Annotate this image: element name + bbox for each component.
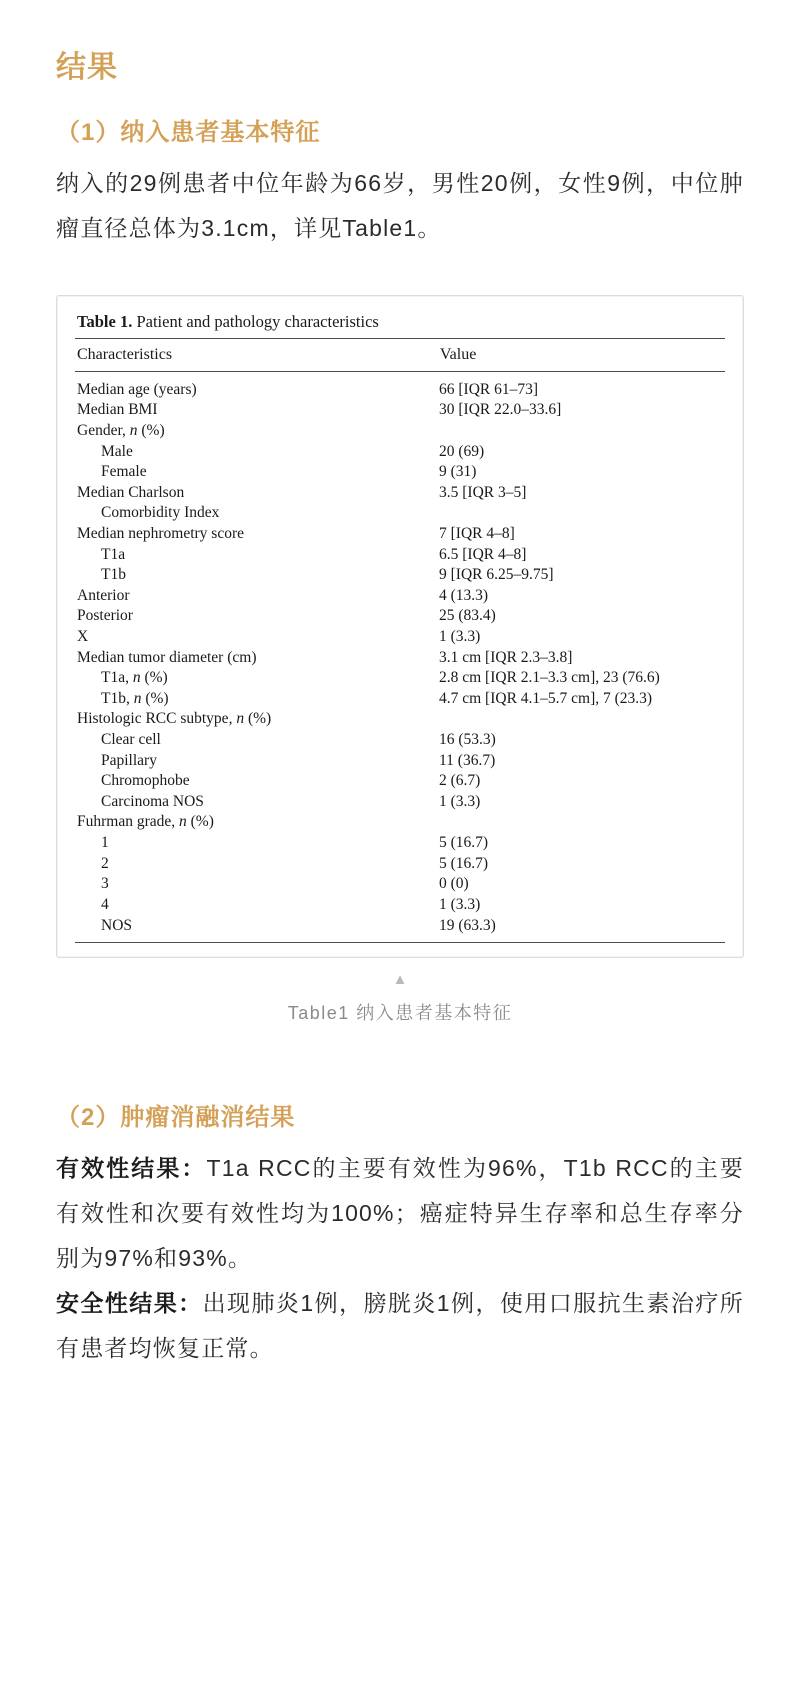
table-cell-value: 3.5 [IQR 3–5] bbox=[439, 483, 527, 501]
table-row bbox=[75, 606, 725, 627]
table-cell-characteristic: Gender, n (%) bbox=[77, 421, 165, 439]
table-cell-value: 1 (3.3) bbox=[439, 792, 481, 810]
table-row bbox=[75, 462, 725, 483]
table-cell-characteristic: Posterior bbox=[77, 607, 133, 625]
table-cell-value: 7 [IQR 4–8] bbox=[439, 524, 515, 542]
table-cell-value: 3.1 cm [IQR 2.3–3.8] bbox=[439, 648, 573, 666]
table-cell-value bbox=[439, 812, 725, 833]
efficacy-paragraph bbox=[56, 1146, 744, 1281]
table-cell-characteristic: X bbox=[77, 628, 89, 645]
table-row bbox=[75, 503, 725, 524]
table-cell-characteristic: Male bbox=[101, 442, 133, 460]
table-cell-characteristic: Median age (years) bbox=[77, 380, 197, 398]
table-row bbox=[75, 421, 725, 442]
italic-symbol: n bbox=[132, 669, 141, 687]
subsection-2-title: （2）肿瘤消融消结果 bbox=[56, 1104, 296, 1132]
table-cell-characteristic: 2 bbox=[101, 854, 109, 872]
table-caption-text: Patient and pathology characteristics bbox=[136, 311, 379, 331]
table-cell-characteristic: Comorbidity Index bbox=[101, 504, 220, 522]
table-row bbox=[75, 833, 725, 854]
table-cell-characteristic: Histologic RCC subtype, n (%) bbox=[77, 710, 272, 728]
table-cell-value bbox=[439, 709, 725, 730]
table-cell-characteristic: Median BMI bbox=[77, 401, 158, 419]
table-cell-characteristic: Clear cell bbox=[101, 731, 161, 749]
efficacy-text: T1a RCC的主要有效性为96%，T1b RCC的主要有效性和次要有效性均为100%；癌症特异生存率和总生存率分别为97%和93%。 bbox=[56, 1155, 745, 1271]
efficacy-label: 有效性结果： bbox=[56, 1155, 207, 1182]
table-caption-label: Table 1. bbox=[77, 311, 133, 331]
table-cell-characteristic: 1 bbox=[101, 834, 109, 852]
table-row bbox=[75, 709, 725, 730]
table-row bbox=[75, 668, 725, 689]
table-row bbox=[75, 771, 725, 792]
table-row bbox=[75, 648, 725, 669]
table-cell-value: 4.7 cm [IQR 4.1–5.7 cm], 7 (23.3) bbox=[439, 689, 653, 707]
table-row bbox=[75, 483, 725, 504]
table-cell-value: 30 [IQR 22.0–33.6] bbox=[439, 401, 562, 419]
table-header-characteristics: Characteristics bbox=[77, 345, 173, 363]
subsection-1-paragraph: 纳入的29例患者中位年龄为66岁，男性20例，女性9例，中位肿瘤直径总体为3.1cm，详见Table1。 bbox=[56, 170, 744, 241]
subsection-1-title: （1）纳入患者基本特征 bbox=[56, 119, 321, 146]
table-row bbox=[75, 854, 725, 875]
table-cell-value: 5 (16.7) bbox=[439, 854, 489, 872]
table-cell-value: 1 (3.3) bbox=[439, 628, 481, 645]
table-cell-value bbox=[439, 503, 725, 524]
table-cell-value: 0 (0) bbox=[439, 875, 469, 893]
table-cell-characteristic: T1a, n (%) bbox=[101, 669, 168, 687]
table-header-value: Value bbox=[439, 345, 477, 363]
table-cell-characteristic: T1b bbox=[101, 566, 126, 584]
table-cell-characteristic: Fuhrman grade, n (%) bbox=[77, 813, 214, 831]
table-row bbox=[75, 586, 725, 607]
table-cell-characteristic: T1a bbox=[101, 545, 126, 563]
table-cell-value: 25 (83.4) bbox=[439, 607, 496, 625]
table-row bbox=[75, 400, 725, 421]
table-row bbox=[75, 751, 725, 772]
table-cell-value: 6.5 [IQR 4–8] bbox=[439, 545, 527, 563]
table-cell-value: 9 [IQR 6.25–9.75] bbox=[439, 566, 554, 584]
table-header-row bbox=[75, 339, 725, 372]
table-cell-value bbox=[439, 421, 725, 442]
page-title: 结果 bbox=[56, 51, 118, 84]
table-cell-characteristic: T1b, n (%) bbox=[101, 689, 169, 707]
table-cell-characteristic: Chromophobe bbox=[101, 772, 190, 790]
table-row bbox=[75, 730, 725, 751]
table-cell-characteristic: Median nephrometry score bbox=[77, 524, 244, 542]
italic-symbol: n bbox=[133, 689, 142, 707]
table-cell-characteristic: Carcinoma NOS bbox=[101, 792, 204, 810]
table-row bbox=[75, 442, 725, 463]
table-cell-characteristic: 4 bbox=[101, 895, 109, 913]
table-cell-value: 19 (63.3) bbox=[439, 916, 496, 934]
table-cell-value: 5 (16.7) bbox=[439, 834, 489, 852]
table-caption-title bbox=[75, 310, 725, 339]
table-cell-characteristic: Female bbox=[101, 463, 147, 481]
table-cell-value: 4 (13.3) bbox=[439, 586, 489, 604]
table-row bbox=[75, 565, 725, 586]
table-cell-value: 16 (53.3) bbox=[439, 731, 496, 749]
table-cell-value: 20 (69) bbox=[439, 442, 485, 460]
safety-label: 安全性结果： bbox=[56, 1289, 203, 1316]
table-cell-value: 11 (36.7) bbox=[439, 751, 496, 769]
table-row bbox=[75, 627, 725, 648]
table-cell-characteristic: Median Charlson bbox=[77, 483, 185, 501]
figure-caption: Table1 纳入患者基本特征 bbox=[287, 1003, 513, 1024]
table-cell-characteristic: NOS bbox=[101, 916, 133, 934]
safety-paragraph bbox=[56, 1281, 744, 1371]
table-row bbox=[75, 874, 725, 895]
table-figure bbox=[56, 295, 744, 1025]
italic-symbol: n bbox=[179, 813, 187, 831]
italic-symbol: n bbox=[236, 710, 245, 728]
table-row bbox=[75, 524, 725, 545]
patient-characteristics-table bbox=[56, 295, 744, 958]
table-cell-characteristic: Anterior bbox=[77, 586, 130, 604]
table-row bbox=[75, 895, 725, 916]
spacer bbox=[56, 1025, 744, 1097]
table-row bbox=[75, 916, 725, 937]
table-cell-characteristic: Median tumor diameter (cm) bbox=[77, 648, 257, 666]
table-cell-value: 9 (31) bbox=[439, 463, 477, 481]
safety-text: 出现肺炎1例，膀胱炎1例，使用口服抗生素治疗所有患者均恢复正常。 bbox=[56, 1289, 745, 1361]
table-cell-characteristic: 3 bbox=[101, 875, 109, 893]
table-cell-value: 2.8 cm [IQR 2.1–3.3 cm], 23 (76.6) bbox=[439, 669, 660, 687]
italic-symbol: n bbox=[129, 421, 138, 439]
table-cell-value: 2 (6.7) bbox=[439, 772, 481, 790]
table-row bbox=[75, 812, 725, 833]
table-body bbox=[75, 372, 725, 943]
table-row bbox=[75, 380, 725, 401]
table-cell-value: 1 (3.3) bbox=[439, 895, 481, 913]
table-row bbox=[75, 792, 725, 813]
table-cell-characteristic: Papillary bbox=[101, 751, 157, 769]
table-row bbox=[75, 689, 725, 710]
caret-up-icon: ▲ bbox=[392, 971, 408, 989]
table-cell-value: 66 [IQR 61–73] bbox=[439, 380, 539, 398]
table-row bbox=[75, 545, 725, 566]
